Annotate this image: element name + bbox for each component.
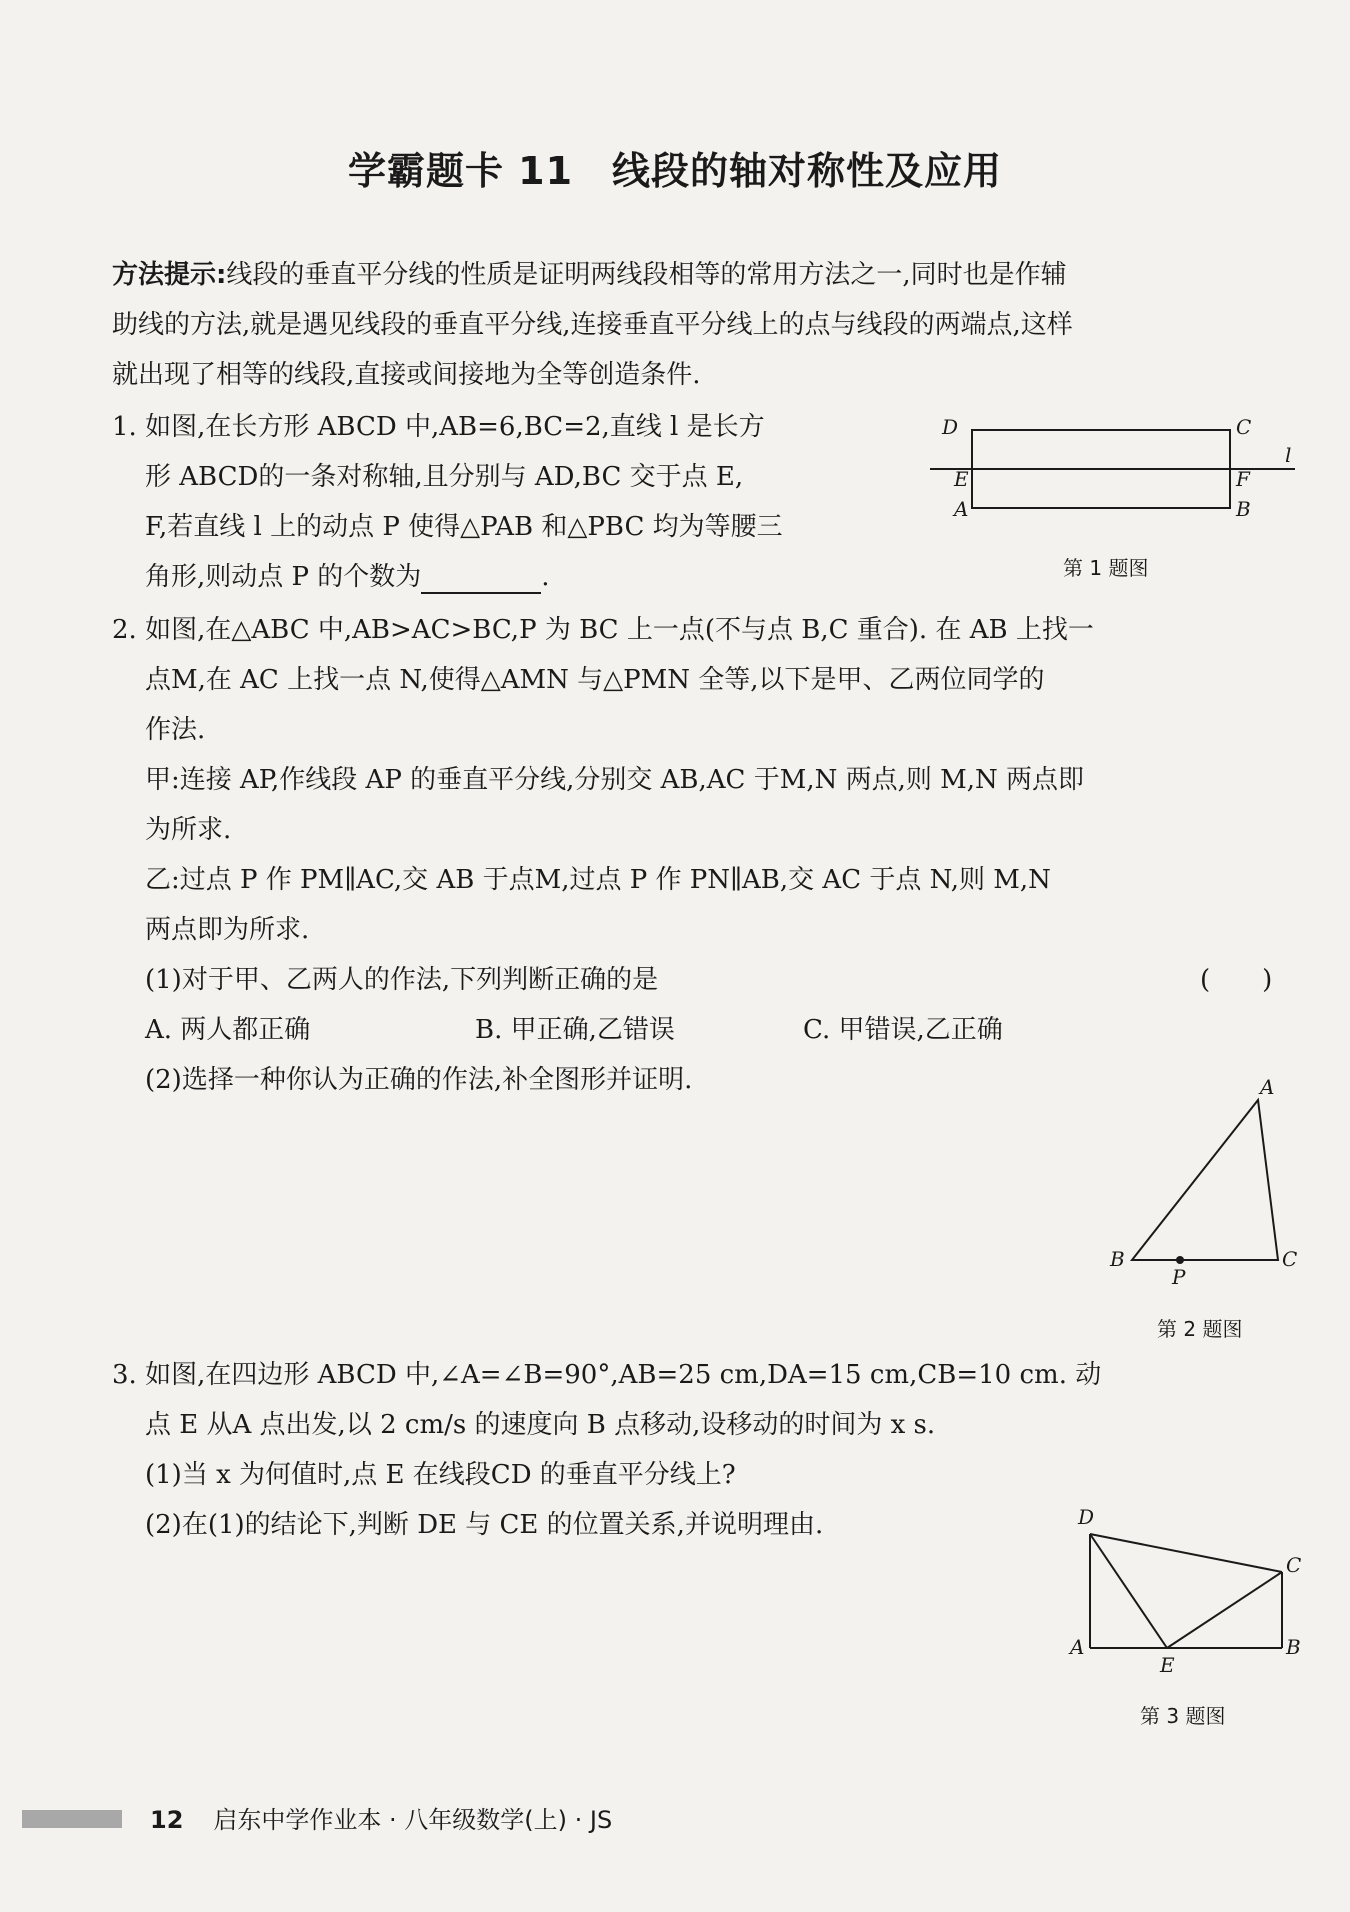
- q2-answer-paren[interactable]: ( ): [1200, 965, 1273, 995]
- q2-sub-2: (2)选择一种你认为正确的作法,补全图形并证明.: [145, 1065, 693, 1095]
- q1-answer-blank[interactable]: [421, 566, 541, 594]
- q2-line-3: 作法.: [145, 715, 206, 745]
- q2-option-c[interactable]: C. 甲错误,乙正确: [803, 1015, 1003, 1045]
- q3-segment-DE: [1090, 1534, 1167, 1648]
- q2-label-P: P: [1172, 1265, 1186, 1289]
- q3-side-CD: [1090, 1534, 1282, 1572]
- q2-figure: [1100, 1075, 1300, 1290]
- method-line-2: 助线的方法,就是遇见线段的垂直平分线,连接垂直平分线上的点与线段的两端点,这样: [112, 310, 1073, 340]
- q3-sub-1: (1)当 x 为何值时,点 E 在线段CD 的垂直平分线上?: [145, 1460, 736, 1490]
- q3-label-D: D: [1078, 1505, 1095, 1529]
- q1-label-A: A: [954, 497, 969, 521]
- method-line-1: [112, 258, 1067, 292]
- q3-sub-2: (2)在(1)的结论下,判断 DE 与 CE 的位置关系,并说明理由.: [145, 1510, 824, 1540]
- q1-line-2: 形 ABCD的一条对称轴,且分别与 AD,BC 交于点 E,: [145, 462, 744, 492]
- q3-segment-CE: [1167, 1572, 1282, 1648]
- q2-option-a[interactable]: A. 两人都正确: [145, 1015, 311, 1045]
- q2-yi-2: 两点即为所求.: [145, 915, 310, 945]
- q2-jia-1: 甲:连接 AP,作线段 AP 的垂直平分线,分别交 AB,AC 于M,N 两点,则 M,N 两点即: [145, 765, 1085, 795]
- q2-yi-1: 乙:过点 P 作 PM∥AC,交 AB 于点M,过点 P 作 PN∥AB,交 AC 于点 N,则 M,N: [145, 865, 1051, 895]
- page-number: 12: [150, 1806, 184, 1834]
- q2-caption: 第 2 题图: [1157, 1317, 1243, 1341]
- q3-label-C: C: [1286, 1553, 1302, 1577]
- q2-line-2: 点M,在 AC 上找一点 N,使得△AMN 与△PMN 全等,以下是甲、乙两位同学的: [145, 665, 1045, 695]
- q3-line-1: 3. 如图,在四边形 ABCD 中,∠A=∠B=90°,AB=25 cm,DA=15 cm,CB=10 cm. 动: [112, 1360, 1102, 1390]
- q1-line-4: [145, 560, 550, 594]
- q3-label-E: E: [1160, 1653, 1175, 1677]
- q1-label-B: B: [1236, 497, 1251, 521]
- q1-label-F: F: [1236, 467, 1250, 491]
- footer-text: 启东中学作业本 · 八年级数学(上) · JS: [213, 1806, 613, 1834]
- q2-triangle: [1132, 1100, 1278, 1260]
- q2-option-b[interactable]: B. 甲正确,乙错误: [475, 1015, 675, 1045]
- q1-label-E: E: [954, 467, 969, 491]
- q2-label-A: A: [1260, 1075, 1275, 1099]
- method-line-3: 就出现了相等的线段,直接或间接地为全等创造条件.: [112, 360, 701, 390]
- q2-sub-1: (1)对于甲、乙两人的作法,下列判断正确的是: [145, 965, 659, 995]
- q1-line-4-text: 角形,则动点 P 的个数为: [145, 562, 422, 592]
- q3-caption: 第 3 题图: [1140, 1704, 1226, 1728]
- q1-line-3: F,若直线 l 上的动点 P 使得△PAB 和△PBC 均为等腰三: [145, 512, 783, 542]
- q3-figure: [1060, 1500, 1310, 1680]
- q3-line-2: 点 E 从A 点出发,以 2 cm/s 的速度向 B 点移动,设移动的时间为 x s.: [145, 1410, 936, 1440]
- q3-label-A: A: [1070, 1635, 1085, 1659]
- q2-label-C: C: [1282, 1247, 1298, 1271]
- q2-jia-2: 为所求.: [145, 815, 232, 845]
- q2-point-P: [1176, 1256, 1184, 1264]
- method-label: 方法提示:: [112, 260, 227, 290]
- q1-label-D: D: [942, 415, 959, 439]
- q1-caption: 第 1 题图: [1063, 556, 1149, 580]
- footer: [150, 1800, 612, 1835]
- q1-line-4-end: .: [541, 562, 550, 592]
- page-title: 学霸题卡 11 线段的轴对称性及应用: [347, 149, 1003, 193]
- method-text-1: 线段的垂直平分线的性质是证明两线段相等的常用方法之一,同时也是作辅: [226, 260, 1067, 290]
- q3-label-B: B: [1286, 1635, 1301, 1659]
- q1-label-C: C: [1236, 415, 1252, 439]
- q2-line-1: 2. 如图,在△ABC 中,AB>AC>BC,P 为 BC 上一点(不与点 B,C 重合). 在 AB 上找一: [112, 615, 1094, 645]
- q1-label-l: l: [1285, 443, 1292, 467]
- q1-figure: [930, 410, 1310, 530]
- q2-label-B: B: [1110, 1247, 1125, 1271]
- q1-line-1: 1. 如图,在长方形 ABCD 中,AB=6,BC=2,直线 l 是长方: [112, 412, 765, 442]
- footer-bar: [22, 1810, 122, 1828]
